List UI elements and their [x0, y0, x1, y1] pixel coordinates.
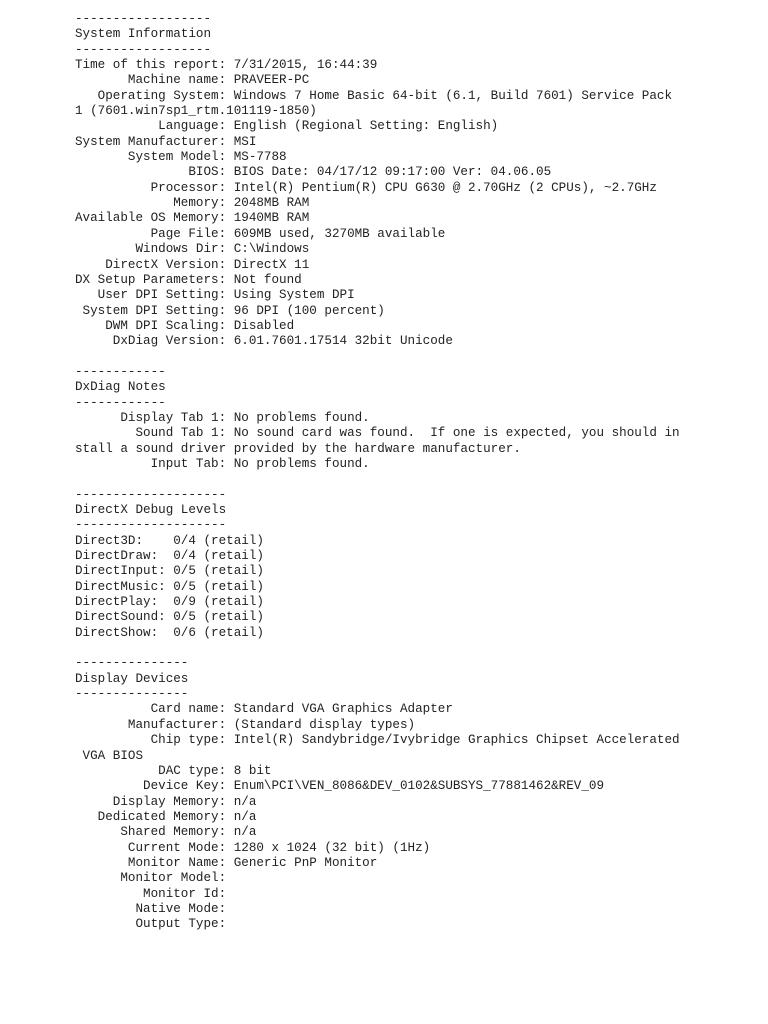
section-heading-system-information: System Information [75, 27, 212, 42]
text-line: ------------------ [75, 12, 212, 26]
text-line: Chip type: Intel(R) Sandybridge/Ivybridge Graphics Chipset Accelerated [75, 733, 680, 748]
text-line: Language: English (Regional Setting: English) [75, 119, 499, 134]
text-line: Display Tab 1: No problems found. [75, 410, 370, 425]
text-line: System DPI Setting: 96 DPI (100 percent) [75, 303, 385, 318]
text-line: DirectX Version: DirectX 11 [75, 257, 310, 272]
text-line: Sound Tab 1: No sound card was found. If one is expected, you should in [75, 426, 680, 441]
text-line: ------------ [75, 395, 166, 410]
text-line: Output Type: [75, 917, 227, 932]
text-line: Page File: 609MB used, 3270MB available [75, 226, 446, 241]
text-line: DAC type: 8 bit [75, 763, 272, 778]
text-line: Monitor Id: [75, 886, 227, 901]
text-line: VGA BIOS [75, 748, 144, 763]
text-line: DWM DPI Scaling: Disabled [75, 318, 295, 333]
section-heading-directx-debug-levels: DirectX Debug Levels [75, 503, 227, 517]
text-line: DxDiag Version: 6.01.7601.17514 32bit Unicode [75, 334, 453, 349]
text-line: System Model: MS-7788 [75, 150, 287, 165]
text-line: Available OS Memory: 1940MB RAM [75, 211, 310, 226]
text-line: DirectDraw: 0/4 (retail) [75, 549, 264, 564]
text-line: DirectSound: 0/5 (retail) [75, 610, 264, 625]
text-line: -------------------- [75, 518, 227, 533]
text-line: Shared Memory: n/a [75, 825, 257, 840]
text-line: DirectInput: 0/5 (retail) [75, 564, 264, 579]
text-line: Current Mode: 1280 x 1024 (32 bit) (1Hz) [75, 840, 431, 855]
text-line: Device Key: Enum\PCI\VEN_8086&DEV_0102&SUBSYS_77881462&REV_09 [75, 779, 605, 794]
blank-line [75, 472, 755, 487]
text-line: Card name: Standard VGA Graphics Adapter [75, 702, 453, 717]
text-line: Machine name: PRAVEER-PC [75, 73, 310, 88]
text-line: 1 (7601.win7sp1_rtm.101119-1850) [75, 104, 317, 119]
text-line: BIOS: BIOS Date: 04/17/12 09:17:00 Ver: 04.06.05 [75, 165, 552, 180]
text-line: stall a sound driver provided by the hardware manufacturer. [75, 441, 521, 456]
section-heading-dxdiag-notes: DxDiag Notes [75, 380, 166, 395]
text-line: --------------- [75, 656, 189, 671]
blank-line [75, 350, 755, 365]
text-line: Dedicated Memory: n/a [75, 809, 257, 824]
text-line: Windows Dir: C:\Windows [75, 242, 310, 257]
dxdiag-report [75, 12, 755, 933]
text-line: System Manufacturer: MSI [75, 134, 257, 149]
text-line: Native Mode: [75, 901, 227, 916]
text-line: DirectPlay: 0/9 (retail) [75, 595, 264, 610]
text-line: Monitor Model: [75, 871, 227, 886]
text-line: DirectShow: 0/6 (retail) [75, 625, 264, 640]
text-line: Input Tab: No problems found. [75, 456, 370, 471]
text-line: Direct3D: 0/4 (retail) [75, 533, 264, 548]
text-line: Operating System: Windows 7 Home Basic 64-bit (6.1, Build 7601) Service Pack [75, 88, 673, 103]
text-line: Display Memory: n/a [75, 794, 257, 809]
blank-line [75, 641, 755, 656]
text-line: Time of this report: 7/31/2015, 16:44:39 [75, 58, 378, 73]
text-line: Memory: 2048MB RAM [75, 196, 310, 211]
text-line: -------------------- [75, 487, 227, 502]
text-line: Processor: Intel(R) Pentium(R) CPU G630 @ 2.70GHz (2 CPUs), ~2.7GHz [75, 180, 657, 195]
text-line: --------------- [75, 687, 189, 702]
text-line: ------------ [75, 364, 166, 379]
text-line: Monitor Name: Generic PnP Monitor [75, 855, 378, 870]
text-line: Manufacturer: (Standard display types) [75, 717, 416, 732]
section-heading-display-devices: Display Devices [75, 671, 189, 686]
text-line: DX Setup Parameters: Not found [75, 272, 302, 287]
text-line: ------------------ [75, 42, 212, 57]
text-line: DirectMusic: 0/5 (retail) [75, 579, 264, 594]
text-line: User DPI Setting: Using System DPI [75, 288, 355, 303]
